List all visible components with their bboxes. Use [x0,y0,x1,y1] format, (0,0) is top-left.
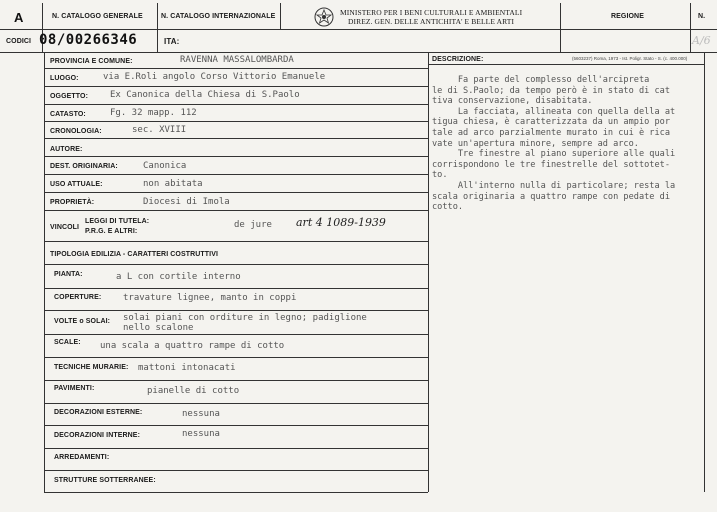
uso-attuale-label: USO ATTUALE: [50,181,103,188]
descrizione-label: DESCRIZIONE: [432,56,484,63]
descrizione-text [432,75,704,213]
ita-label: ITA: [164,37,180,46]
desc-line: Fa parte del complesso dell'arcipreta [432,75,650,85]
desc-line: le di S.Paolo; da tempo però è in stato di cat [432,85,670,96]
luogo-label: LUOGO: [50,75,79,82]
header-divider-4b [560,29,561,52]
cronologia-value: sec. XVIII [132,125,187,135]
oggetto-label: OGGETTO: [50,93,89,100]
decorazioni-esterne-label: DECORAZIONI ESTERNE: [54,409,143,416]
provincia-value: RAVENNA MASSALOMBARDA [180,55,294,65]
desc-line: cotto. [432,202,464,213]
coperture-value: travature lignee, manto in coppi [123,293,297,303]
desc-line: tiva conservazione, disabitata. [432,96,593,107]
header-divider-3 [280,3,281,29]
header-divider-5 [690,3,691,52]
vincoli-label: VINCOLI [50,224,80,231]
decorazioni-interne-value: nessuna [182,429,220,439]
tecniche-murarie-value: mattoni intonacati [138,363,236,373]
codice-value: 08/00266346 [39,32,138,48]
catasto-value: Fg. 32 mapp. 112 [110,108,197,118]
bottom-rule [44,492,428,493]
middle-divider [428,52,429,492]
left-border [44,52,45,492]
tecniche-murarie-label: TECNICHE MURARIE: [54,364,129,371]
regione-label: REGIONE [611,13,644,20]
volte-solai-value-2: nello scalone [123,323,194,333]
catasto-label: CATASTO: [50,111,86,118]
pianta-label: PIANTA: [54,271,83,278]
coperture-label: COPERTURE: [54,294,102,301]
proprieta-label: PROPRIETÀ: [50,199,95,206]
desc-line: La facciata, allineata con quella della at [432,106,676,117]
printer-note: (5603237) Roma, 1973 - Ist. Poligr. Stato - S. (c. 400.000) [572,56,688,61]
dest-originaria-value: Canonica [143,161,187,171]
volte-solai-label: VOLTE o SOLAI: [54,318,111,325]
desc-line: to. [432,170,448,181]
desc-line: corrispondono le tre finestrelle del sottotet- [432,159,670,170]
pavimenti-label: PAVIMENTI: [54,385,95,392]
dest-originaria-label: DEST. ORIGINARIA: [50,163,118,170]
pavimenti-value: pianelle di cotto [147,386,240,396]
scale-value: una scala a quattro rampe di cotto [100,341,285,351]
vincoli-typed-value: de jure [234,220,272,230]
arredamenti-label: ARREDAMENTI: [54,454,110,461]
catalogo-generale-label: N. CATALOGO GENERALE [52,13,143,20]
tipologia-title: TIPOLOGIA EDILIZIA - CARATTERI COSTRUTTIVI [50,251,219,258]
header-divider-4 [560,3,561,29]
desc-line: tigua chiesa, è caratterizzata da un ampio por [432,117,670,128]
decorazioni-interne-label: DECORAZIONI INTERNE: [54,432,140,439]
right-border [704,52,705,492]
leggi-tutela-label: LEGGI DI TUTELA: [85,218,150,225]
uso-attuale-value: non abitata [143,179,203,189]
codici-label: CODICI [6,38,32,45]
vincoli-handwritten-value: art 4 1089-1939 [296,216,386,229]
desc-line: scala originaria a quattro rampe con pedate di [432,191,670,202]
n-label: N. [698,13,706,20]
header-bottom-rule [0,29,717,30]
scale-label: SCALE: [54,339,81,346]
provincia-label: PROVINCIA E COMUNE: [50,58,133,65]
card-letter: A [14,10,24,25]
pianta-value: a L con cortile interno [116,272,241,282]
autore-label: AUTORE: [50,146,83,153]
catalogo-internazionale-label: N. CATALOGO INTERNAZIONALE [161,13,276,20]
pencil-mark: A/6 [692,34,711,47]
oggetto-value: Ex Canonica della Chiesa di S.Paolo [110,90,300,100]
header-divider-2 [157,3,158,29]
codici-bottom-rule [0,52,717,53]
strutture-sotterranee-label: STRUTTURE SOTTERRANEE: [54,477,156,484]
ministero-line-2: DIREZ. GEN. DELLE ANTICHITA' E BELLE ARTI [348,17,515,26]
prg-label: P.R.G. E ALTRI: [85,228,138,235]
proprieta-value: Diocesi di Imola [143,197,230,207]
header-divider-2b [157,29,158,52]
volte-solai-value-1: solai piani con orditure in legno; padiglione [123,313,367,323]
desc-line: tale ad arco parzialmente murato in cui è rica [432,127,670,138]
desc-line: Tre finestre al piano superiore alle quali [432,149,676,160]
desc-top-rule [428,64,704,65]
decorazioni-esterne-value: nessuna [182,409,220,419]
ministero-line-1: MINISTERO PER I BENI CULTURALI E AMBIENTALI [340,8,523,17]
desc-line: All'interno nulla di particolare; resta la [432,180,676,191]
desc-line: vate un'apertura minore, sempre ad arco. [432,138,639,149]
republic-emblem-icon [314,7,334,27]
cronologia-label: CRONOLOGIA: [50,128,102,135]
luogo-value: via E.Roli angolo Corso Vittorio Emanuele [103,72,326,82]
